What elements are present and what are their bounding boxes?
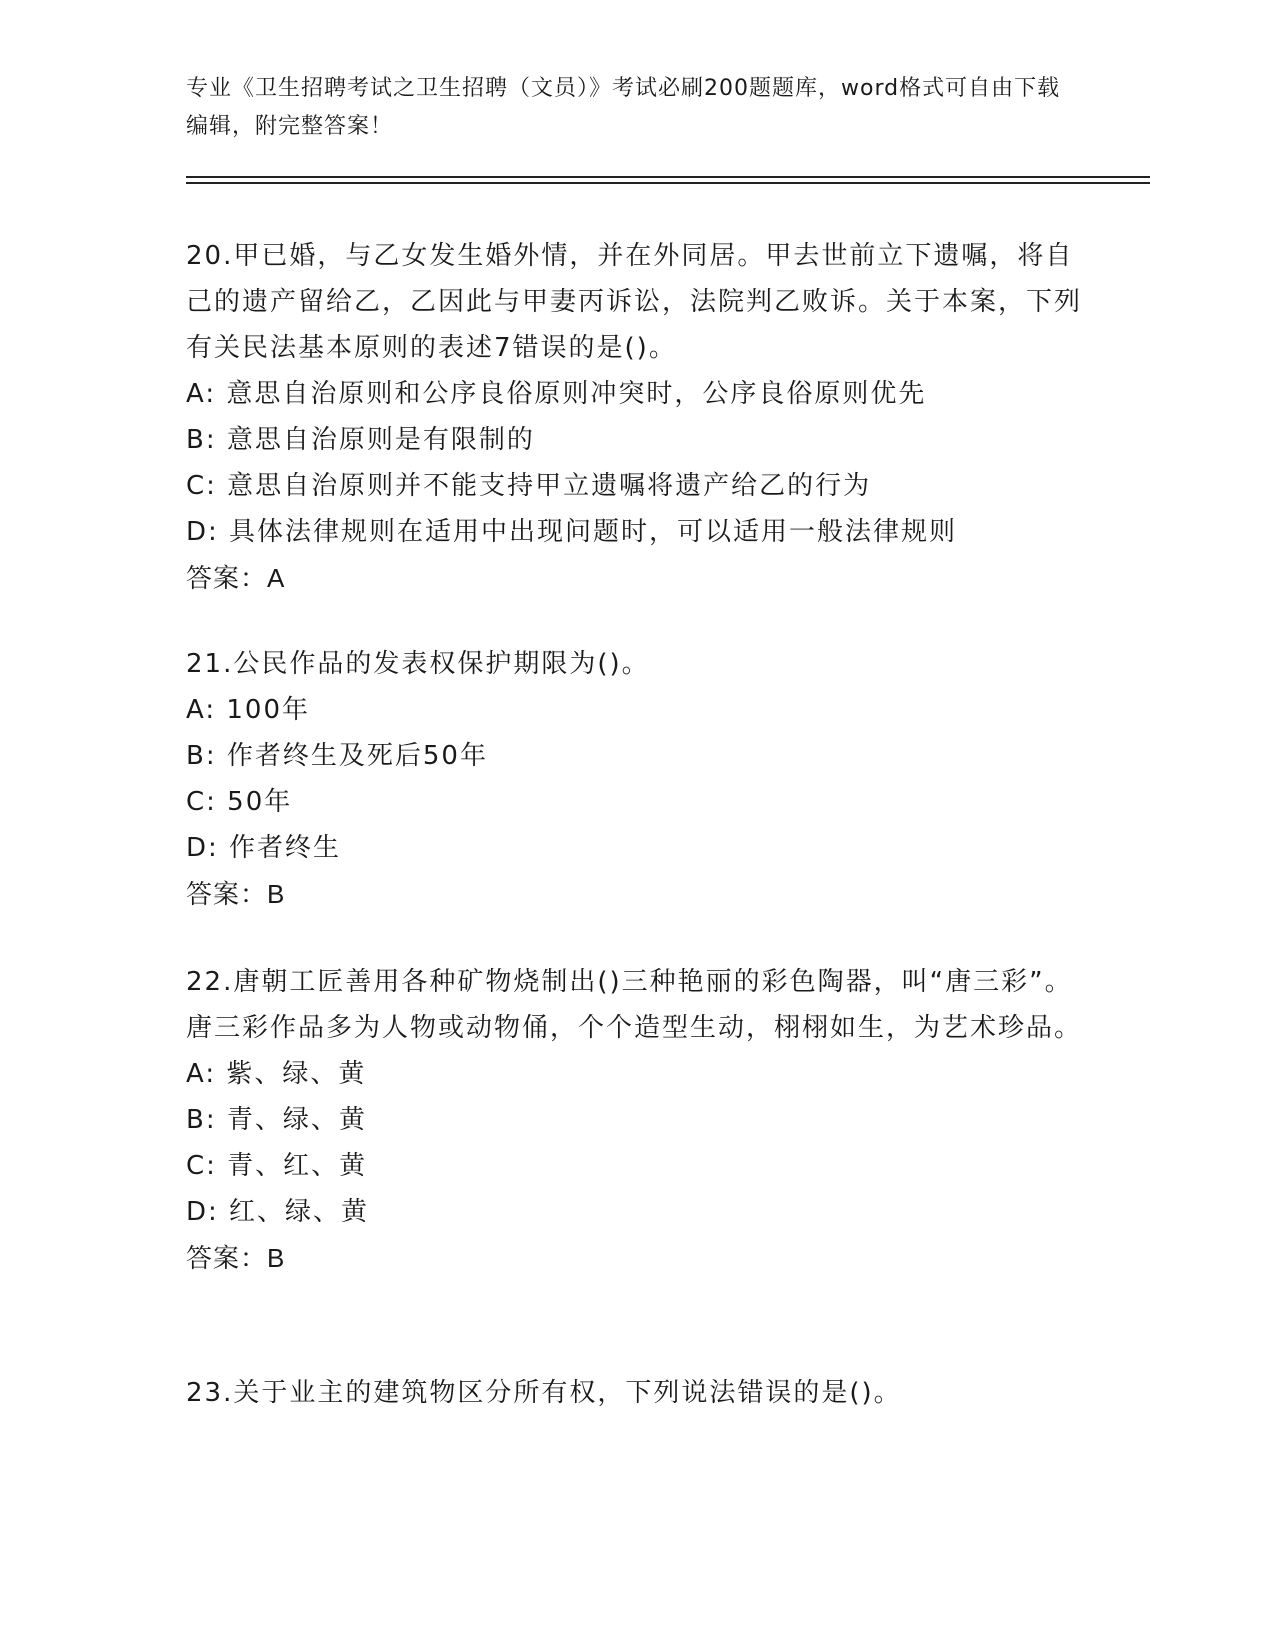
option-c: C: 50年 — [186, 787, 293, 817]
option-d: D: 作者终生 — [186, 833, 342, 863]
option-c: C: 意思自治原则并不能支持甲立遗嘱将遗产给乙的行为 — [186, 471, 872, 501]
header-divider-top — [186, 176, 1150, 178]
question-23 — [186, 1370, 1086, 1416]
option-b: B: 作者终生及死后50年 — [186, 741, 488, 771]
answer-label: 答案：A — [186, 563, 286, 593]
option-b: B: 意思自治原则是有限制的 — [186, 425, 535, 455]
document-header: 专业《卫生招聘考试之卫生招聘（文员）》考试必刷200题题库，word格式可自由下载编辑，附完整答案！ — [186, 76, 1061, 139]
question-stem: 23.关于业主的建筑物区分所有权，下列说法错误的是()。 — [186, 1378, 902, 1408]
question-22 — [186, 959, 1086, 1281]
question-stem: 20.甲已婚，与乙女发生婚外情，并在外同居。甲去世前立下遗嘱，将自己的遗产留给乙，乙因此与甲妻丙诉讼，法院判乙败诉。关于本案，下列有关民法基本原则的表述7错误的是()。 — [186, 241, 1083, 363]
header-divider-bottom — [186, 182, 1150, 184]
question-stem: 21.公民作品的发表权保护期限为()。 — [186, 649, 650, 679]
question-21 — [186, 641, 1086, 917]
question-20 — [186, 233, 1086, 601]
answer-label: 答案：B — [186, 1243, 286, 1273]
option-d: D: 具体法律规则在适用中出现问题时，可以适用一般法律规则 — [186, 517, 958, 547]
option-c: C: 青、红、黄 — [186, 1151, 368, 1181]
option-d: D: 红、绿、黄 — [186, 1197, 370, 1227]
answer-label: 答案：B — [186, 879, 286, 909]
option-b: B: 青、绿、黄 — [186, 1105, 367, 1135]
option-a: A: 意思自治原则和公序良俗原则冲突时，公序良俗原则优先 — [186, 379, 927, 409]
option-a: A: 100年 — [186, 695, 310, 725]
option-a: A: 紫、绿、黄 — [186, 1059, 367, 1089]
question-stem: 22.唐朝工匠善用各种矿物烧制出()三种艳丽的彩色陶器，叫“唐三彩”。唐三彩作品多为人物或动物俑，个个造型生动，栩栩如生，为艺术珍品。 — [186, 967, 1083, 1043]
